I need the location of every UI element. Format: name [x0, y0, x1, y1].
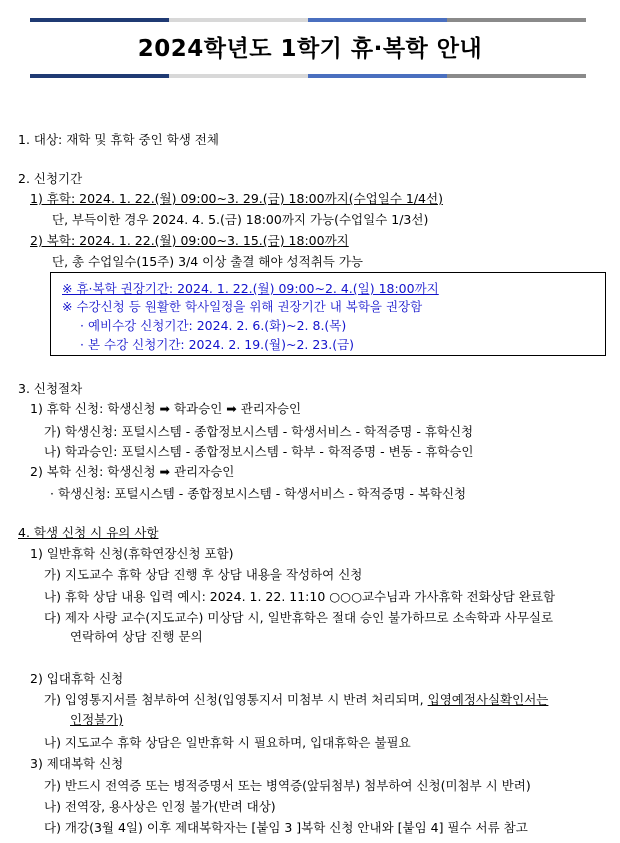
- period-leave-note: 단, 부득이한 경우 2024. 4. 5.(금) 18:00까지 가능(수업일수 1/3선): [52, 212, 429, 227]
- bar-segment-3: [308, 18, 447, 22]
- page-title: 2024학년도 1학기 휴·복학 안내: [137, 36, 483, 62]
- section-procedure-heading: 3. 신청절차: [18, 381, 83, 396]
- notice-pre-registration: · 예비수강 신청기간: 2024. 2. 6.(화)~2. 8.(목): [80, 318, 347, 333]
- caution-discharge-a: 가) 반드시 전역증 또는 병적증명서 또는 병역증(앞뒤첨부) 첨부하여 신청(미첨부 시 반려): [44, 778, 531, 793]
- notice-main-registration: · 본 수강 신청기간: 2024. 2. 19.(월)~2. 23.(금): [80, 337, 355, 352]
- header-color-bar: [30, 18, 586, 22]
- bar-segment-1: [30, 74, 169, 78]
- caution-discharge-c: 다) 개강(3월 4일) 이후 제대복학자는 [붙임 3 ]복학 신청 안내와 [붙임 4] 필수 서류 참고: [44, 820, 528, 835]
- caution-military-a-text: 가) 입영통지서를 첨부하여 신청(입영통지서 미첨부 시 반려 처리되며,: [44, 692, 428, 707]
- section-target: 1. 대상: 재학 및 휴학 중인 학생 전체: [18, 132, 219, 147]
- period-return-note: 단, 총 수업일수(15주) 3/4 이상 출결 해야 성적취득 가능: [52, 254, 363, 269]
- bar-segment-4: [447, 74, 586, 78]
- bar-segment-3: [308, 74, 447, 78]
- caution-discharge: 3) 제대복학 신청: [30, 756, 124, 771]
- caution-military-a-underlined: 입영예정사실확인서는: [427, 692, 549, 707]
- bar-segment-4: [447, 18, 586, 22]
- period-leave: 1) 휴학: 2024. 1. 22.(월) 09:00~3. 29.(금) 18:00까지(수업일수 1/4선): [30, 191, 443, 206]
- procedure-return-student: · 학생신청: 포털시스템 - 종합정보시스템 - 학생서비스 - 학적증명 - 복학신청: [50, 486, 467, 501]
- footer-color-bar: [30, 74, 586, 78]
- caution-general-c: 다) 제자 사랑 교수(지도교수) 미상담 시, 일반휴학은 절대 승인 불가하므로 소속학과 사무실로: [44, 610, 554, 625]
- notice-recommended-period: ※ 휴·복학 권장기간: 2024. 1. 22.(월) 09:00~2. 4.(일) 18:00까지: [62, 281, 439, 296]
- bar-segment-1: [30, 18, 169, 22]
- procedure-leave-department: 나) 학과승인: 포털시스템 - 종합정보시스템 - 학부 - 학적증명 - 변동 - 휴학승인: [44, 444, 474, 459]
- notice-recommend-return: ※ 수강신청 등 원활한 학사일정을 위해 권장기간 내 복학을 권장함: [62, 299, 423, 314]
- caution-general-b: 나) 휴학 상담 내용 입력 예시: 2024. 1. 22. 11:10 ○○○교수님과 가사휴학 전화상담 완료함: [44, 589, 556, 604]
- caution-military-b: 나) 지도교수 휴학 상담은 일반휴학 시 필요하며, 입대휴학은 불필요: [44, 735, 411, 750]
- caution-military: 2) 입대휴학 신청: [30, 671, 124, 686]
- bar-segment-2: [169, 18, 308, 22]
- caution-general: 1) 일반휴학 신청(휴학연장신청 포함): [30, 546, 234, 561]
- procedure-leave: 1) 휴학 신청: 학생신청 ➡ 학과승인 ➡ 관리자승인: [30, 401, 302, 416]
- caution-military-a: [44, 692, 548, 708]
- section-cautions-heading: 4. 학생 신청 시 유의 사항: [18, 525, 159, 540]
- bar-segment-2: [169, 74, 308, 78]
- caution-general-c2: 연락하여 상담 진행 문의: [70, 629, 203, 644]
- procedure-leave-student: 가) 학생신청: 포털시스템 - 종합정보시스템 - 학생서비스 - 학적증명 - 휴학신청: [44, 424, 474, 439]
- caution-general-a: 가) 지도교수 휴학 상담 진행 후 상담 내용을 작성하여 신청: [44, 567, 363, 582]
- procedure-return: 2) 복학 신청: 학생신청 ➡ 관리자승인: [30, 464, 235, 479]
- section-period-heading: 2. 신청기간: [18, 171, 83, 186]
- period-return: 2) 복학: 2024. 1. 22.(월) 09:00~3. 15.(금) 18:00까지: [30, 233, 349, 248]
- caution-military-a2: 인정불가): [70, 712, 124, 727]
- caution-discharge-b: 나) 전역장, 용사상은 인정 불가(반려 대상): [44, 799, 276, 814]
